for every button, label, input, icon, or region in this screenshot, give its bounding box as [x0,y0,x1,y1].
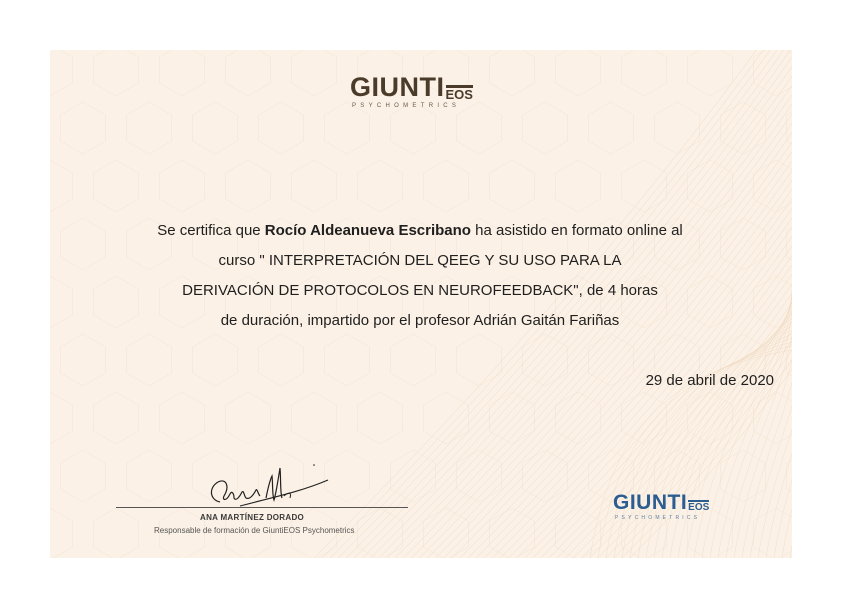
hex-pattern-cell [226,160,271,212]
hex-pattern-cell [754,392,793,444]
hex-pattern-cell [292,392,337,444]
hex-pattern-cell [50,276,73,328]
logo-subtitle: PSYCHOMETRICS [352,103,461,109]
hex-pattern-cell [523,334,568,386]
guilloche-line [638,326,792,558]
recipient-name: Rocío Aldeanueva Escribano [264,222,471,239]
hex-pattern-cell [61,102,106,154]
hex-pattern-cell [94,160,139,212]
guilloche-line [734,278,792,558]
hex-pattern-cell [721,450,766,502]
hex-pattern-cell [61,450,106,502]
hex-pattern-cell [292,50,337,96]
hex-pattern-cell [622,392,667,444]
signer-role: Responsable de formación de GiuntiEOS Psychometrics [154,526,355,535]
hex-pattern-cell [50,508,73,558]
guilloche-line [598,331,792,558]
hex-pattern-cell [127,450,172,502]
hex-pattern-cell [292,160,337,212]
hex-pattern-cell [391,102,436,154]
hex-pattern-cell [259,334,304,386]
hex-pattern-cell [325,102,370,154]
hex-pattern-cell [556,160,601,212]
hex-pattern-cell [589,102,634,154]
signature-line [116,507,408,508]
hex-pattern-cell [754,160,793,212]
giunti-eos-logo-bottom [613,492,723,521]
hex-pattern-cell [259,102,304,154]
hex-pattern-cell [358,392,403,444]
hex-pattern-cell [94,392,139,444]
hex-pattern-cell [754,50,793,96]
hex-pattern-cell [424,160,469,212]
hex-pattern-cell [622,50,667,96]
hex-pattern-cell [589,334,634,386]
certificate-date: 29 de abril de 2020 [645,372,774,389]
hex-pattern-cell [457,334,502,386]
hex-pattern-cell [94,50,139,96]
hex-pattern-cell [50,392,73,444]
hex-pattern-cell [490,508,535,558]
hex-pattern-cell [787,450,793,502]
hex-pattern-cell [754,508,793,558]
hex-pattern-cell [193,102,238,154]
hex-pattern-cell [193,334,238,386]
hex-pattern-cell [523,450,568,502]
hex-pattern-cell [325,334,370,386]
hex-pattern-cell [523,102,568,154]
hex-pattern-cell [424,392,469,444]
hex-pattern-cell [61,334,106,386]
hex-pattern-cell [50,160,73,212]
certificate-statement [110,216,730,336]
hex-pattern-cell [556,50,601,96]
guilloche-line [774,258,792,558]
giunti-eos-logo-top [350,74,495,109]
logo-eos-text: EOS [445,87,473,102]
handwritten-signature [200,450,340,520]
statement-line-3: DERIVACIÓN DE PROTOCOLOS EN NEUROFEEDBACK", de 4 horas [182,282,658,299]
hex-pattern-cell [655,102,700,154]
hex-pattern-cell [226,50,271,96]
hex-pattern-cell [358,160,403,212]
hex-pattern-cell [490,160,535,212]
hex-pattern-cell [391,334,436,386]
hex-pattern-cell [424,508,469,558]
guilloche-line [590,322,793,558]
logo-main-text: GIUNTI [350,72,445,102]
statement-prefix: Se certifica que [157,222,265,239]
hex-pattern-cell [160,160,205,212]
statement-line-4: de duración, impartido por el profesor Adrián Gaitán Fariñas [220,312,620,329]
hex-pattern-cell [490,50,535,96]
signer-name: ANA MARTÍNEZ DORADO [200,513,305,522]
statement-suffix: ha asistido en formato online al [470,222,683,239]
hex-pattern-cell [50,50,73,96]
hex-pattern-cell [61,218,106,270]
certificate-card [50,50,792,558]
hex-pattern-cell [127,102,172,154]
hex-pattern-cell [490,392,535,444]
hex-pattern-cell [391,450,436,502]
hex-pattern-cell [160,50,205,96]
footer-logo-eos-text: EOS [688,502,710,513]
footer-logo-main-text: GIUNTI [613,491,688,514]
hex-pattern-cell [457,102,502,154]
hex-pattern-cell [688,50,733,96]
statement-line-2: curso " INTERPRETACIÓN DEL QEEG Y SU USO PARA LA [218,252,622,269]
hex-pattern-cell [226,392,271,444]
hex-pattern-cell [457,450,502,502]
hex-pattern-cell [127,334,172,386]
statement-line-1 [110,216,730,246]
footer-logo-subtitle: PSYCHOMETRICS [615,515,701,521]
hex-pattern-cell [556,508,601,558]
hex-pattern-cell [160,392,205,444]
hex-pattern-cell [94,508,139,558]
